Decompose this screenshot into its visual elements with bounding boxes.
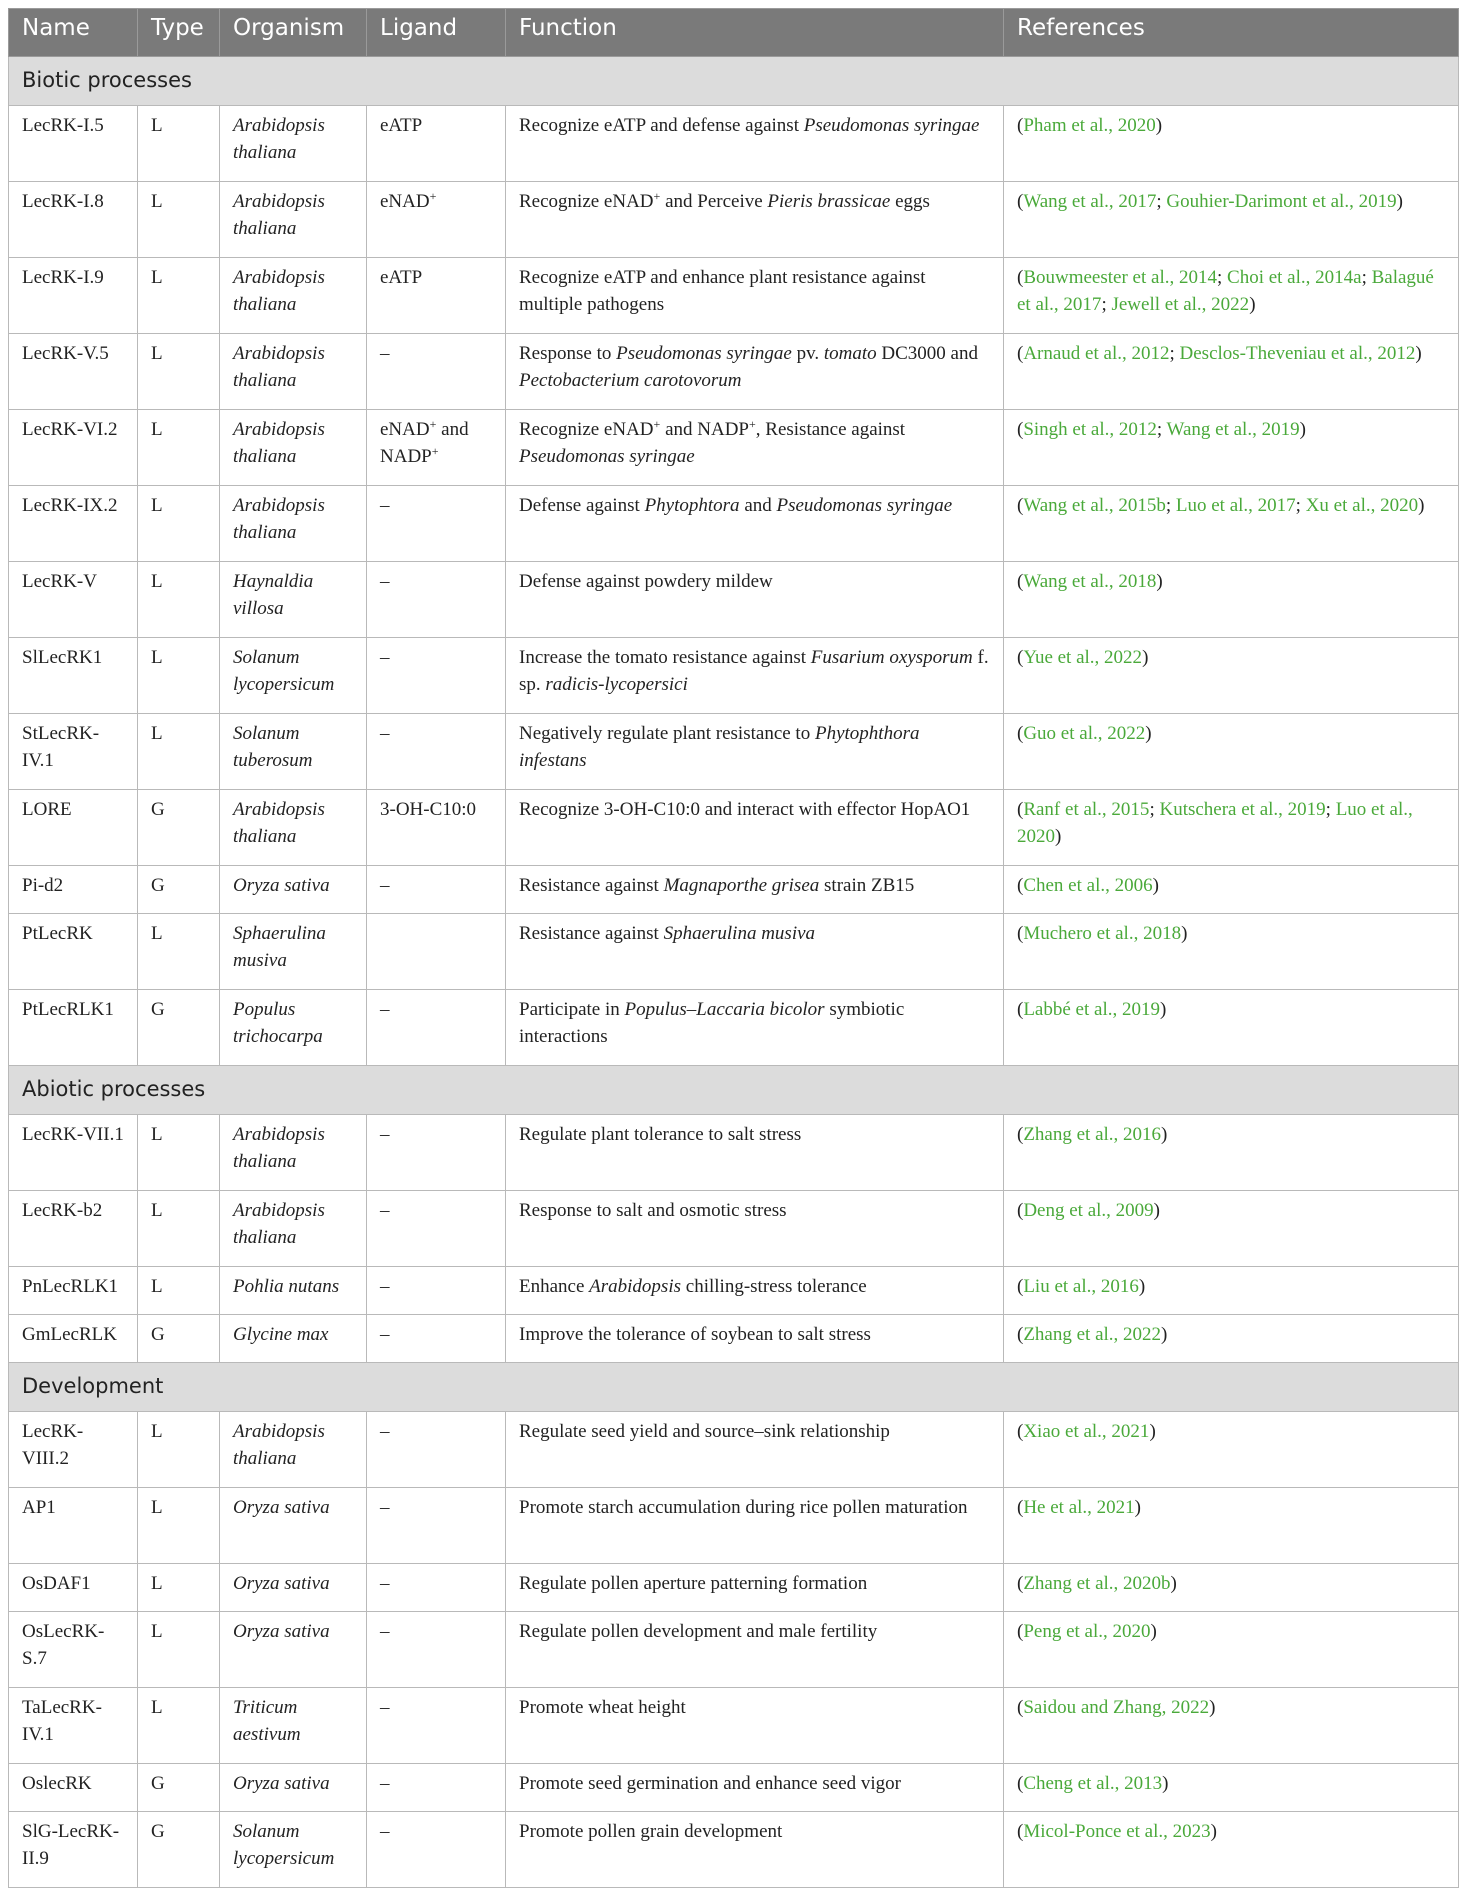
cell-ligand [367,106,506,182]
section-title: Biotic processes [9,57,1459,106]
cell-function [506,714,1004,790]
table-row [9,866,1459,914]
italic-text: Sphaerulina musiva [663,923,816,944]
cell-ligand [367,258,506,334]
cell-references: (Pham et al., 2020) [1004,106,1459,182]
text-run: strain ZB15 [819,875,915,896]
italic-text: tomato [823,343,877,364]
text-run: – [380,999,390,1020]
cell-ligand [367,1564,506,1612]
cell-type: L [138,486,220,562]
text-run: Resistance against [519,875,664,896]
cell-function [506,990,1004,1066]
cell-function [506,562,1004,638]
cell-organism: Haynaldia villosa [220,562,367,638]
header-references: References [1004,9,1459,57]
cell-name: StLecRK-IV.1 [9,714,138,790]
cell-type: L [138,258,220,334]
text-run: Participate in [519,999,625,1020]
cell-type: L [138,1488,220,1564]
cell-type: L [138,562,220,638]
cell-function [506,914,1004,990]
table-body [9,57,1459,1888]
cell-type: G [138,1812,220,1888]
cell-organism: Arabidopsis thaliana [220,106,367,182]
header-ligand: Ligand [367,9,506,57]
cell-name: LecRK-V [9,562,138,638]
reference-link[interactable]: Zhang et al., 2022 [1023,1324,1162,1345]
italic-text: Arabidopsis [589,1276,682,1297]
text-run: Response to [519,343,617,364]
cell-name: PtLecRLK1 [9,990,138,1066]
text-run: – [380,1773,390,1794]
table-row [9,1812,1459,1888]
reference-link[interactable]: Peng et al., 2020 [1023,1621,1151,1642]
cell-references: (Zhang et al., 2022) [1004,1315,1459,1363]
cell-type: L [138,410,220,486]
cell-name: LORE [9,790,138,866]
cell-name: LecRK-I.8 [9,182,138,258]
cell-organism: Arabidopsis thaliana [220,1412,367,1488]
cell-name: TaLecRK-IV.1 [9,1688,138,1764]
cell-name: AP1 [9,1488,138,1564]
reference-link[interactable]: Deng et al., 2009 [1023,1200,1154,1221]
cell-organism: Pohlia nutans [220,1267,367,1315]
cell-type: L [138,914,220,990]
header-name: Name [9,9,138,57]
cell-organism: Oryza sativa [220,1564,367,1612]
text-run: and NADP [660,419,749,440]
cell-function [506,790,1004,866]
reference-link[interactable]: Liu et al., 2016 [1023,1276,1139,1297]
reference-link[interactable]: Labbé et al., 2019 [1023,999,1160,1020]
text-run: – [380,1421,390,1442]
text-run: Regulate seed yield and source–sink relationship [519,1421,890,1442]
section-row [9,1066,1459,1115]
cell-ligand [367,914,506,990]
cell-ligand [367,334,506,410]
text-run: Recognize eATP and defense against [519,115,804,136]
reference-link[interactable]: Muchero et al., 2018 [1023,923,1182,944]
cell-type: L [138,106,220,182]
cell-references: (Saidou and Zhang, 2022) [1004,1688,1459,1764]
text-run: – [380,875,390,896]
table-row [9,1488,1459,1564]
superscript: + [653,189,661,203]
cell-type: L [138,334,220,410]
cell-function [506,1267,1004,1315]
cell-name: OsLecRK-S.7 [9,1612,138,1688]
cell-references: (Singh et al., 2012; Wang et al., 2019) [1004,410,1459,486]
table-row [9,1115,1459,1191]
reference-link[interactable]: Xiao et al., 2021 [1023,1421,1150,1442]
section-title: Development [9,1363,1459,1412]
text-run: , Resistance against [755,419,906,440]
cell-references: (Guo et al., 2022) [1004,714,1459,790]
text-run: – [380,1324,390,1345]
text-run: Response to salt and osmotic stress [519,1200,787,1221]
text-run: Recognize eNAD [519,419,654,440]
cell-references: (Ranf et al., 2015; Kutschera et al., 2019; Luo et al., 2020) [1004,790,1459,866]
cell-ligand [367,990,506,1066]
text-run: eNAD [380,191,430,212]
cell-organism: Populus trichocarpa [220,990,367,1066]
cell-ligand [367,562,506,638]
cell-name: LecRK-VII.1 [9,1115,138,1191]
cell-organism: Arabidopsis thaliana [220,1191,367,1267]
text-run: Promote pollen grain development [519,1821,783,1842]
text-run: Negatively regulate plant resistance to [519,723,815,744]
cell-references: (Micol-Ponce et al., 2023) [1004,1812,1459,1888]
cell-name: PtLecRK [9,914,138,990]
text-run: – [380,495,390,516]
italic-text: Magnaporthe grisea [663,875,820,896]
text-run: Resistance against [519,923,664,944]
cell-name: LecRK-I.5 [9,106,138,182]
cell-organism: Solanum lycopersicum [220,638,367,714]
cell-type: L [138,1688,220,1764]
cell-organism: Triticum aestivum [220,1688,367,1764]
table-row [9,1412,1459,1488]
text-run: – [380,1276,390,1297]
section-row [9,1363,1459,1412]
text-run: eATP [380,267,423,288]
cell-ligand [367,1267,506,1315]
superscript: + [429,417,437,431]
reference-link[interactable]: Pham et al., 2020 [1023,115,1156,136]
cell-function [506,334,1004,410]
table-row [9,182,1459,258]
cell-function [506,1812,1004,1888]
cell-organism: Arabidopsis thaliana [220,486,367,562]
cell-references: (Deng et al., 2009) [1004,1191,1459,1267]
cell-name: SlG-LecRK-II.9 [9,1812,138,1888]
cell-type: L [138,182,220,258]
text-run: and [739,495,777,516]
cell-organism: Oryza sativa [220,866,367,914]
cell-function [506,1315,1004,1363]
italic-text: Phytophtora [644,495,740,516]
table-row [9,1612,1459,1688]
text-run: Promote starch accumulation during rice pollen maturation [519,1497,968,1518]
cell-organism: Arabidopsis thaliana [220,182,367,258]
italic-text: Pseudomonas syringae [616,343,792,364]
cell-type: L [138,1267,220,1315]
table-row [9,1267,1459,1315]
text-run: eATP [380,115,423,136]
cell-ligand [367,1191,506,1267]
text-run: Defense against [519,495,645,516]
text-run: Improve the tolerance of soybean to salt stress [519,1324,871,1345]
cell-organism: Solanum tuberosum [220,714,367,790]
cell-name: LecRK-V.5 [9,334,138,410]
italic-text: Pseudomonas syringae [519,446,695,467]
table-row [9,714,1459,790]
cell-function [506,486,1004,562]
cell-type: L [138,1612,220,1688]
cell-ligand [367,1412,506,1488]
superscript: + [429,189,437,203]
text-run: Recognize 3-OH-C10:0 and interact with effector HopAO1 [519,799,971,820]
table-row [9,1764,1459,1812]
cell-ligand [367,714,506,790]
reference-link[interactable]: Wang et al., 2017 [1023,191,1157,212]
italic-text: Pseudomonas syringae [803,115,980,136]
cell-name: LecRK-b2 [9,1191,138,1267]
cell-function [506,1764,1004,1812]
table-row [9,638,1459,714]
text-run: – [380,1697,390,1718]
reference-link[interactable]: Luo et al., 2017 [1175,495,1296,516]
cell-organism: Arabidopsis thaliana [220,410,367,486]
text-run: and NADP [380,419,469,467]
cell-references: (Muchero et al., 2018) [1004,914,1459,990]
section-title: Abiotic processes [9,1066,1459,1115]
reference-link[interactable]: Arnaud et al., 2012 [1023,343,1170,364]
table-row [9,258,1459,334]
cell-name: GmLecRLK [9,1315,138,1363]
text-run: – [380,1621,390,1642]
text-run: Regulate pollen development and male fertility [519,1621,878,1642]
italic-text: Pseudomonas syringae [776,495,953,516]
cell-type: G [138,866,220,914]
superscript: + [431,444,439,458]
cell-function [506,866,1004,914]
text-run: chilling-stress tolerance [681,1276,867,1297]
italic-text: Fusarium oxysporum [810,647,973,668]
reference-link[interactable]: Choi et al., 2014a [1227,267,1362,288]
cell-references: (He et al., 2021) [1004,1488,1459,1564]
text-run: symbiotic interactions [519,999,905,1047]
cell-type: L [138,638,220,714]
reference-link[interactable]: He et al., 2021 [1023,1497,1135,1518]
reference-link[interactable]: Gouhier-Darimont et al., 2019 [1166,191,1397,212]
cell-type: L [138,1191,220,1267]
text-run: – [380,571,390,592]
cell-ligand [367,1315,506,1363]
cell-type: G [138,1764,220,1812]
cell-name: Pi-d2 [9,866,138,914]
table-row [9,1191,1459,1267]
cell-function [506,258,1004,334]
table-row [9,334,1459,410]
cell-organism: Oryza sativa [220,1612,367,1688]
header-function: Function [506,9,1004,57]
cell-references: (Yue et al., 2022) [1004,638,1459,714]
text-run: Recognize eATP and enhance plant resistance against multiple pathogens [519,267,926,315]
superscript: + [748,417,756,431]
cell-organism: Sphaerulina musiva [220,914,367,990]
cell-ligand [367,1488,506,1564]
text-run: – [380,1497,390,1518]
cell-references: (Cheng et al., 2013) [1004,1764,1459,1812]
text-run: eNAD [380,419,430,440]
cell-name: PnLecRLK1 [9,1267,138,1315]
cell-references: (Wang et al., 2017; Gouhier-Darimont et al., 2019) [1004,182,1459,258]
cell-type: L [138,1115,220,1191]
cell-function [506,1488,1004,1564]
cell-type: G [138,790,220,866]
cell-function [506,1612,1004,1688]
italic-text: Populus–Laccaria bicolor [624,999,825,1020]
reference-link[interactable]: Wang et al., 2015b [1023,495,1166,516]
cell-references: (Peng et al., 2020) [1004,1612,1459,1688]
cell-ligand [367,790,506,866]
table-row [9,1688,1459,1764]
italic-text: Pectobacterium carotovorum [519,370,742,391]
cell-function [506,1191,1004,1267]
cell-type: G [138,990,220,1066]
cell-type: G [138,1315,220,1363]
reference-link[interactable]: Guo et al., 2022 [1023,723,1146,744]
cell-references: (Zhang et al., 2016) [1004,1115,1459,1191]
italic-text: radicis-lycopersici [545,674,688,695]
cell-references: (Chen et al., 2006) [1004,866,1459,914]
cell-ligand [367,638,506,714]
cell-function [506,182,1004,258]
cell-references: (Wang et al., 2015b; Luo et al., 2017; Xu et al., 2020) [1004,486,1459,562]
reference-link[interactable]: Saidou and Zhang, 2022 [1023,1697,1210,1718]
cell-name: LecRK-VI.2 [9,410,138,486]
cell-references: (Labbé et al., 2019) [1004,990,1459,1066]
reference-link[interactable]: Singh et al., 2012 [1023,419,1157,440]
table-row [9,486,1459,562]
cell-name: OsDAF1 [9,1564,138,1612]
text-run: f. sp. [519,647,989,695]
lecrk-function-table [8,8,1459,1888]
table-row [9,990,1459,1066]
reference-link[interactable]: Desclos-Theveniau et al., 2012 [1179,343,1416,364]
text-run: and Perceive [660,191,768,212]
text-run: – [380,1821,390,1842]
cell-organism: Solanum lycopersicum [220,1812,367,1888]
text-run: 3-OH-C10:0 [380,799,477,820]
cell-function [506,1688,1004,1764]
table-row [9,1564,1459,1612]
reference-link[interactable]: Zhang et al., 2020b [1023,1573,1171,1594]
italic-text: Pieris brassicae [767,191,891,212]
superscript: + [653,417,661,431]
cell-ligand [367,1115,506,1191]
cell-type: L [138,1564,220,1612]
cell-references: (Zhang et al., 2020b) [1004,1564,1459,1612]
cell-references: (Xiao et al., 2021) [1004,1412,1459,1488]
table-row [9,410,1459,486]
cell-organism: Arabidopsis thaliana [220,1115,367,1191]
cell-organism: Oryza sativa [220,1488,367,1564]
reference-link[interactable]: Jewell et al., 2022 [1111,294,1250,315]
reference-link[interactable]: Chen et al., 2006 [1023,875,1153,896]
header-type: Type [138,9,220,57]
cell-organism: Oryza sativa [220,1764,367,1812]
section-row [9,57,1459,106]
table-row [9,106,1459,182]
reference-link[interactable]: Cheng et al., 2013 [1023,1773,1163,1794]
text-run: – [380,647,390,668]
cell-organism: Arabidopsis thaliana [220,334,367,410]
cell-name: LecRK-I.9 [9,258,138,334]
cell-name: LecRK-IX.2 [9,486,138,562]
cell-ligand [367,486,506,562]
reference-link[interactable]: Balagué et al., 2017 [1017,267,1434,315]
reference-link[interactable]: Wang et al., 2019 [1166,419,1300,440]
text-run: Promote wheat height [519,1697,686,1718]
cell-organism: Arabidopsis thaliana [220,790,367,866]
table-row [9,1315,1459,1363]
cell-name: SlLecRK1 [9,638,138,714]
reference-link[interactable]: Micol-Ponce et al., 2023 [1023,1821,1211,1842]
text-run: eggs [890,191,930,212]
reference-link[interactable]: Yue et al., 2022 [1023,647,1143,668]
text-run: Regulate plant tolerance to salt stress [519,1124,802,1145]
cell-function [506,638,1004,714]
table-row [9,790,1459,866]
cell-ligand [367,410,506,486]
cell-organism: Arabidopsis thaliana [220,258,367,334]
header-organism: Organism [220,9,367,57]
text-run: Enhance [519,1276,590,1297]
cell-ligand [367,1688,506,1764]
text-run: – [380,723,390,744]
cell-references: (Bouwmeester et al., 2014; Choi et al., 2014a; Balagué et al., 2017; Jewell et al., 2022) [1004,258,1459,334]
table-row [9,914,1459,990]
reference-link[interactable]: Luo et al., 2020 [1017,799,1413,847]
text-run: Recognize eNAD [519,191,654,212]
cell-references: (Arnaud et al., 2012; Desclos-Theveniau et al., 2012) [1004,334,1459,410]
reference-link[interactable]: Kutschera et al., 2019 [1159,799,1326,820]
reference-link[interactable]: Wang et al., 2018 [1023,571,1157,592]
cell-function [506,1115,1004,1191]
cell-ligand [367,866,506,914]
cell-references: (Wang et al., 2018) [1004,562,1459,638]
text-run: Increase the tomato resistance against [519,647,811,668]
cell-function [506,106,1004,182]
table-row [9,562,1459,638]
cell-references: (Liu et al., 2016) [1004,1267,1459,1315]
cell-name: OslecRK [9,1764,138,1812]
text-run: Regulate pollen aperture patterning formation [519,1573,868,1594]
text-run: – [380,1573,390,1594]
cell-name: LecRK-VIII.2 [9,1412,138,1488]
reference-link[interactable]: Bouwmeester et al., 2014 [1023,267,1217,288]
text-run: – [380,1200,390,1221]
cell-function [506,1564,1004,1612]
text-run: Defense against powdery mildew [519,571,773,592]
text-run: Promote seed germination and enhance seed vigor [519,1773,901,1794]
cell-type: L [138,1412,220,1488]
text-run: DC3000 and [876,343,978,364]
reference-link[interactable]: Zhang et al., 2016 [1023,1124,1162,1145]
reference-link[interactable]: Xu et al., 2020 [1305,495,1419,516]
italic-text: Phytophthora infestans [519,723,920,771]
header-row [9,9,1459,57]
text-run: – [380,343,390,364]
text-run: pv. [791,343,824,364]
text-run: – [380,1124,390,1145]
cell-organism: Glycine max [220,1315,367,1363]
cell-function [506,410,1004,486]
cell-ligand [367,1764,506,1812]
cell-type: L [138,714,220,790]
cell-ligand [367,1612,506,1688]
reference-link[interactable]: Ranf et al., 2015 [1023,799,1150,820]
cell-ligand [367,1812,506,1888]
cell-function [506,1412,1004,1488]
cell-ligand [367,182,506,258]
